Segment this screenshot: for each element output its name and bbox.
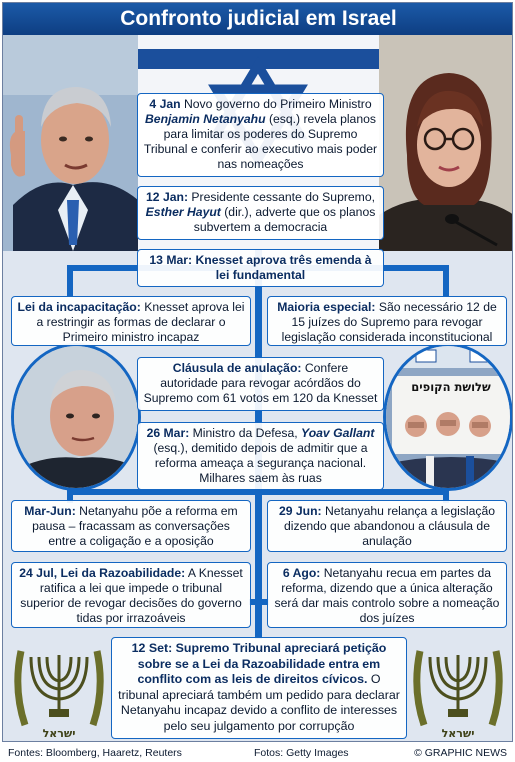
menorah-emblem-right: [410, 639, 506, 742]
event-date: 6 Ago:: [282, 566, 321, 580]
emblem-text-left: ישראל: [42, 727, 76, 740]
event-date: 29 Jun:: [278, 504, 322, 518]
person-name: Yoav Gallant: [301, 426, 375, 440]
footer: [0, 744, 515, 762]
page-title: Confronto judicial em Israel: [3, 3, 513, 35]
event-date: 4 Jan: [149, 97, 181, 111]
menorah-emblem-left: [11, 639, 107, 742]
event-date: 26 Mar:: [146, 426, 190, 440]
connector-right-drop: [443, 265, 449, 297]
event-29-jun: 29 Jun: Netanyahu relança a legislação dizendo que abandonou a cláusula de anulação: [267, 500, 507, 552]
event-4-jan: 4 Jan Novo governo do Primeiro Ministro Benjamin Netanyahu (esq.) revela planos para limitar os poderes do Supremo Tribunal e conferir ao executivo mais poder nas nomeações: [137, 93, 384, 177]
event-clausula-anulacao: Cláusula de anulação: Confere autoridade para revogar acórdãos do Supremo com 61 votos em 120 da Knesset: [137, 357, 384, 411]
event-date: Lei da incapacitação:: [17, 300, 141, 314]
event-12-set: 12 Set: Supremo Tribunal apreciará petição sobre se a Lei da Razoabilidade entra em conflito com as leis de direitos cívicos. O tribunal apreciará também um pedido para declarar Netanyahu incapaz devido a conflito de interesses pelo seu julgamento por corrupção: [111, 637, 407, 739]
protest-sign-text: שלושת הקופים: [411, 380, 491, 394]
photo-protest: [383, 343, 513, 491]
event-mar-jun: Mar-Jun: Netanyahu põe a reforma em pausa – fracassam as conversações entre a coligação e a oposição: [11, 500, 251, 552]
event-24-jul: 24 Jul, Lei da Razoabilidade: A Knesset ratifica a lei que impede o tribunal superior de revogar decisões do governo tidas por irrazoáveis: [11, 562, 251, 628]
event-12-jan: 12 Jan: Presidente cessante do Supremo, Esther Hayut (dir.), adverte que os planos subvertem a democracia: [137, 186, 384, 240]
event-lei-incapacitacao: Lei da incapacitação: Knesset aprova lei a restringir as formas de declarar o Primeiro ministro incapaz: [11, 296, 251, 346]
event-date: 12 Jan:: [146, 190, 189, 204]
footer-sources: Fontes: Bloomberg, Haaretz, Reuters: [8, 747, 182, 759]
event-maioria-especial: Maioria especial: São necessário 12 de 15 juízes do Supremo para revogar legislação considerada inconstitucional: [267, 296, 507, 346]
connector-aug: [249, 599, 269, 605]
photo-netanyahu: [3, 35, 138, 251]
event-6-ago: 6 Ago: Netanyahu recua em partes da reforma, dizendo que a única alteração será dar mais controlo sobre a nomeação dos juízes: [267, 562, 507, 628]
person-name: Benjamin Netanyahu: [145, 112, 266, 126]
person-name: Esther Hayut: [145, 205, 221, 219]
event-26-mar: 26 Mar: Ministro da Defesa, Yoav Gallant (esq.), demitido depois de admitir que a reforma ameaça a segurança nacional. Milhares saem às ruas: [137, 422, 384, 490]
emblem-text-right: ישראל: [441, 727, 475, 740]
event-date: 12 Set: Supremo Tribunal apreciará petição sobre se a Lei da Razoabilidade entra em conflito com as leis de direitos cívicos.: [131, 641, 387, 686]
photo-hayut: [379, 35, 513, 251]
event-date: Maioria especial:: [277, 300, 376, 314]
connector-left-drop: [67, 265, 73, 297]
photo-gallant: [11, 343, 141, 491]
event-date: Cláusula de anulação:: [172, 361, 302, 375]
footer-photos: Fotos: Getty Images: [254, 747, 349, 759]
event-date: Mar-Jun:: [24, 504, 76, 518]
event-date: 24 Jul, Lei da Razoabilidade:: [19, 566, 186, 580]
event-13-mar: 13 Mar: Knesset aprova três emenda à lei fundamental: [137, 249, 384, 287]
infographic-frame: [2, 2, 513, 742]
footer-credit: © GRAPHIC NEWS: [414, 747, 507, 759]
